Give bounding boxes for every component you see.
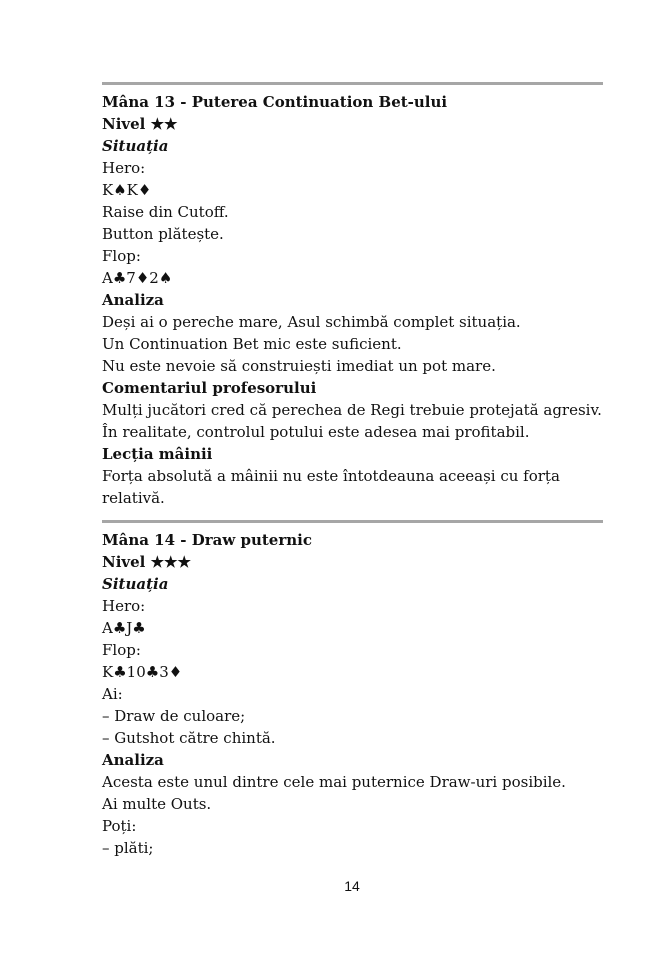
hand-title: Mâna 14 - Draw puternic xyxy=(102,531,312,549)
situation-line: K♠K♦ xyxy=(102,181,152,199)
situation-line: Flop: xyxy=(102,247,141,265)
situation-line: – Draw de culoare; xyxy=(102,707,246,725)
level-label: Nivel ★★ xyxy=(102,115,178,133)
analysis-line: Un Continuation Bet mic este suficient. xyxy=(102,335,402,353)
analysis-line: Nu este nevoie să construiești imediat un pot mare. xyxy=(102,357,496,375)
lesson-heading: Lecția mâinii xyxy=(102,445,213,463)
section-divider xyxy=(102,520,603,523)
situation-line: Hero: xyxy=(102,597,146,615)
page-number: 14 xyxy=(344,878,360,894)
lesson-line: Forța absolută a mâinii nu este întotdeauna aceeași cu forța xyxy=(102,467,560,485)
comment-line: În realitate, controlul potului este adesea mai profitabil. xyxy=(102,423,530,441)
situation-line: Ai: xyxy=(102,685,123,703)
hand-14-section xyxy=(102,529,622,859)
comment-heading: Comentariul profesorului xyxy=(102,379,317,397)
lesson-line: relativă. xyxy=(102,489,165,507)
situation-line: A♣J♣ xyxy=(102,619,146,637)
analysis-line: Acesta este unul dintre cele mai puternice Draw-uri posibile. xyxy=(102,773,566,791)
situation-heading: Situația xyxy=(102,575,169,593)
analysis-heading: Analiza xyxy=(102,291,164,309)
situation-line: – Gutshot către chintă. xyxy=(102,729,276,747)
section-divider xyxy=(102,82,603,85)
hand-13-section xyxy=(102,91,622,509)
situation-line: Hero: xyxy=(102,159,146,177)
situation-line: Flop: xyxy=(102,641,141,659)
situation-line: A♣7♦2♠ xyxy=(102,269,173,287)
analysis-line: Poți: xyxy=(102,817,137,835)
analysis-heading: Analiza xyxy=(102,751,164,769)
comment-line: Mulți jucători cred că perechea de Regi trebuie protejată agresiv. xyxy=(102,401,602,419)
situation-line: Raise din Cutoff. xyxy=(102,203,229,221)
level-label: Nivel ★★★ xyxy=(102,553,191,571)
situation-line: K♣10♣3♦ xyxy=(102,663,183,681)
analysis-line: Ai multe Outs. xyxy=(102,795,212,813)
analysis-line: Deși ai o pereche mare, Asul schimbă complet situația. xyxy=(102,313,521,331)
hand-title: Mâna 13 - Puterea Continuation Bet-ului xyxy=(102,93,448,111)
situation-heading: Situația xyxy=(102,137,169,155)
analysis-line: – plăti; xyxy=(102,839,154,857)
situation-line: Button plătește. xyxy=(102,225,224,243)
